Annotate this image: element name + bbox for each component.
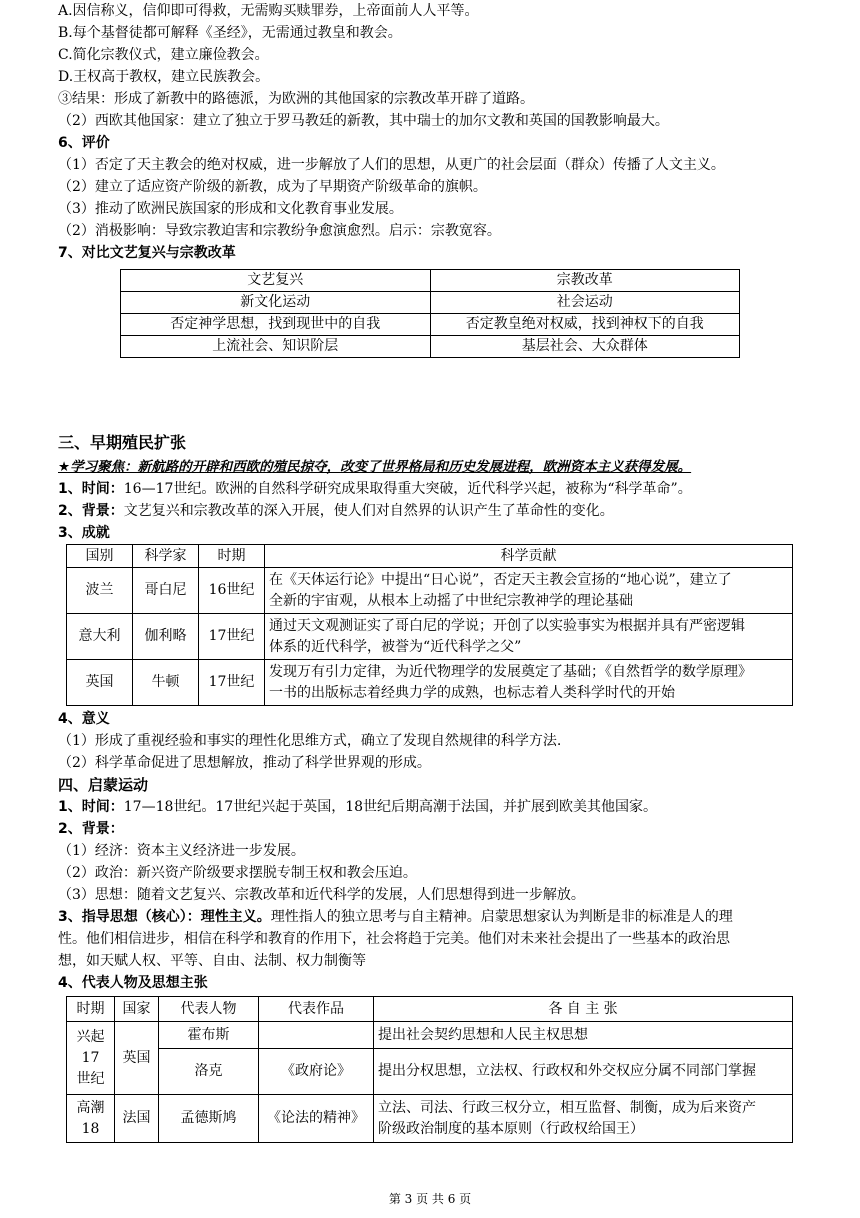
thinker-country: 英国 xyxy=(115,1022,159,1095)
thinker-table xyxy=(66,996,793,1143)
science-period: 17世纪 xyxy=(199,614,265,660)
science-contribution xyxy=(265,568,793,614)
significance-2: （2）科学革命促进了思想解放，推动了科学世界观的形成。 xyxy=(58,755,431,771)
idea-line: 阶级政治制度的基本原则（行政权给国王） xyxy=(378,1120,644,1137)
compare-cell: 基层社会、大众群体 xyxy=(430,336,740,358)
reform-point-a: A.因信称义，信仰即可得救，无需购买赎罪券，上帝面前人人平等。 xyxy=(58,3,479,19)
significance-1: （1）形成了重视经验和事实的理性化思维方式，确立了发现自然规律的科学方法. xyxy=(58,733,562,749)
thinker-idea: 提出分权思想，立法权、行政权和外交权应分属不同部门掌握 xyxy=(374,1049,793,1095)
thinker-header-cell: 代表作品 xyxy=(259,997,374,1022)
guiding-thought-label: 3、指导思想（核心）：理性主义。 xyxy=(58,909,271,925)
period-line: 世纪 xyxy=(76,1070,105,1087)
contribution-line: 体系的近代科学，被誉为“近代科学之父” xyxy=(269,638,522,655)
compare-header-cell: 文艺复兴 xyxy=(121,270,431,292)
science-contribution xyxy=(265,614,793,660)
evaluation-1: （1）否定了天主教会的绝对权威，进一步解放了人们的思想，从更广的社会层面（群众）传播了人文主义。 xyxy=(58,157,725,173)
compare-cell: 社会运动 xyxy=(430,292,740,314)
science-time xyxy=(58,478,692,500)
guiding-thought-text: 理性指人的独立思考与自主精神。启蒙思想家认为判断是非的标准是人的理 xyxy=(270,909,733,925)
contribution-line: 全新的宇宙观，从根本上动摇了中世纪宗教神学的理论基础 xyxy=(269,592,633,609)
contribution-line: 发现万有引力定律，为近代物理学的发展奠定了基础；《自然哲学的数学原理》 xyxy=(269,663,752,680)
compare-table xyxy=(120,269,740,358)
section-4-title: 四、启蒙运动 xyxy=(58,776,149,794)
evaluation-3: （3）推动了欧洲民族国家的形成和文化教育事业发展。 xyxy=(58,201,403,217)
science-period: 16世纪 xyxy=(199,568,265,614)
science-time-label: 1、时间： xyxy=(58,481,124,497)
thinker-name: 洛克 xyxy=(159,1049,259,1095)
contribution-line: 通过天文观测证实了哥白尼的学说；开创了以实验事实为根据并具有严密逻辑 xyxy=(269,617,745,634)
science-header-cell: 科学家 xyxy=(133,545,199,568)
thinker-header-cell: 代表人物 xyxy=(159,997,259,1022)
thinker-work: 《政府论》 xyxy=(259,1049,374,1095)
guiding-thought-line-3: 想，如天赋人权、平等、自由、法制、权力制衡等 xyxy=(58,953,366,969)
guiding-thought xyxy=(58,906,733,928)
period-line: 17 xyxy=(81,1049,100,1066)
thinker-name: 霍布斯 xyxy=(159,1022,259,1049)
heading-evaluation: 6、评价 xyxy=(58,135,110,151)
compare-cell: 否定教皇绝对权威，找到神权下的自我 xyxy=(430,314,740,336)
science-header-cell: 时期 xyxy=(199,545,265,568)
heading-thinkers: 4、代表人物及思想主张 xyxy=(58,975,208,991)
science-background-text: 文艺复兴和宗教改革的深入开展，使人们对自然界的认识产生了革命性的变化。 xyxy=(123,503,614,519)
reform-point-d: D.王权高于教权，建立民族教会。 xyxy=(58,69,270,85)
thinker-work xyxy=(259,1022,374,1049)
idea-line: 立法、司法、行政三权分立，相互监督、制衡，成为后来资产 xyxy=(378,1099,756,1116)
background-politics: （2）政治：新兴资产阶级要求摆脱专制王权和教会压迫。 xyxy=(58,865,417,881)
science-scientist: 哥白尼 xyxy=(133,568,199,614)
period-line: 兴起 xyxy=(76,1028,105,1045)
science-country: 意大利 xyxy=(67,614,133,660)
reform-point-b: B.每个基督徒都可解释《圣经》，无需通过教皇和教会。 xyxy=(58,25,402,41)
science-country: 波兰 xyxy=(67,568,133,614)
compare-cell: 否定神学思想，找到现世中的自我 xyxy=(121,314,431,336)
period-line: 18 xyxy=(81,1120,100,1137)
heading-compare: 7、对比文艺复兴与宗教改革 xyxy=(58,245,236,261)
heading-significance: 4、意义 xyxy=(58,711,110,727)
evaluation-4: （2）消极影响：导致宗教迫害和宗教纷争愈演愈烈。启示：宗教宽容。 xyxy=(58,223,501,239)
science-scientist: 伽利略 xyxy=(133,614,199,660)
science-header-cell: 科学贡献 xyxy=(265,545,793,568)
thinker-idea: 提出社会契约思想和人民主权思想 xyxy=(374,1022,793,1049)
enlightenment-time-text: 17—18世纪。17世纪兴起于英国，18世纪后期高潮于法国，并扩展到欧美其他国家。 xyxy=(123,799,658,815)
thinker-header-cell: 国家 xyxy=(115,997,159,1022)
science-contribution xyxy=(265,660,793,706)
background-thought: （3）思想：随着文艺复兴、宗教改革和近代科学的发展，人们思想得到进一步解放。 xyxy=(58,887,585,903)
page-footer: 第 3 页 共 6 页 xyxy=(388,1192,472,1206)
thinker-header-cell: 各 自 主 张 xyxy=(374,997,793,1022)
other-countries: （2）西欧其他国家：建立了独立于罗马教廷的新教，其中瑞士的加尔文教和英国的国教影响最大。 xyxy=(58,113,669,129)
section-3-title: 三、早期殖民扩张 xyxy=(58,433,187,452)
period-line: 高潮 xyxy=(76,1099,105,1116)
evaluation-2: （2）建立了适应资产阶级的新教，成为了早期资产阶级革命的旗帜。 xyxy=(58,179,487,195)
science-header-cell: 国别 xyxy=(67,545,133,568)
science-background xyxy=(58,500,614,522)
thinker-country: 法国 xyxy=(115,1095,159,1143)
reform-result: ③结果：形成了新教中的路德派，为欧洲的其他国家的宗教改革开辟了道路。 xyxy=(58,91,534,107)
compare-cell: 新文化运动 xyxy=(121,292,431,314)
heading-achievements: 3、成就 xyxy=(58,525,110,541)
compare-header-cell: 宗教改革 xyxy=(430,270,740,292)
thinker-name: 孟德斯鸠 xyxy=(159,1095,259,1143)
enlightenment-time-label: 1、时间： xyxy=(58,799,124,815)
enlightenment-time xyxy=(58,796,657,818)
contribution-line: 在《天体运行论》中提出“日心说”，否定天主教会宣扬的“地心说”，建立了 xyxy=(269,571,732,588)
learning-focus: ★学习聚焦：新航路的开辟和西欧的殖民掠夺，改变了世界格局和历史发展进程，欧洲资本主义获得发展。 xyxy=(58,459,692,475)
science-period: 17世纪 xyxy=(199,660,265,706)
thinker-work: 《论法的精神》 xyxy=(259,1095,374,1143)
science-table xyxy=(66,544,793,706)
contribution-line: 一书的出版标志着经典力学的成熟，也标志着人类科学时代的开始 xyxy=(269,684,675,701)
thinker-idea xyxy=(374,1095,793,1143)
reform-point-c: C.简化宗教仪式，建立廉俭教会。 xyxy=(58,47,269,63)
science-country: 英国 xyxy=(67,660,133,706)
compare-cell: 上流社会、知识阶层 xyxy=(121,336,431,358)
thinker-header-cell: 时期 xyxy=(67,997,115,1022)
background-economy: （1）经济：资本主义经济进一步发展。 xyxy=(58,843,305,859)
science-time-text: 16—17世纪。欧洲的自然科学研究成果取得重大突破，近代科学兴起，被称为“科学革命”。 xyxy=(123,481,692,497)
thinker-period xyxy=(67,1022,115,1095)
thinker-period xyxy=(67,1095,115,1143)
guiding-thought-line-2: 性。他们相信进步，相信在科学和教育的作用下，社会将趋于完美。他们对未来社会提出了一些基本的政治思 xyxy=(58,931,730,947)
heading-background: 2、背景： xyxy=(58,821,124,837)
science-scientist: 牛顿 xyxy=(133,660,199,706)
science-background-label: 2、背景： xyxy=(58,503,124,519)
